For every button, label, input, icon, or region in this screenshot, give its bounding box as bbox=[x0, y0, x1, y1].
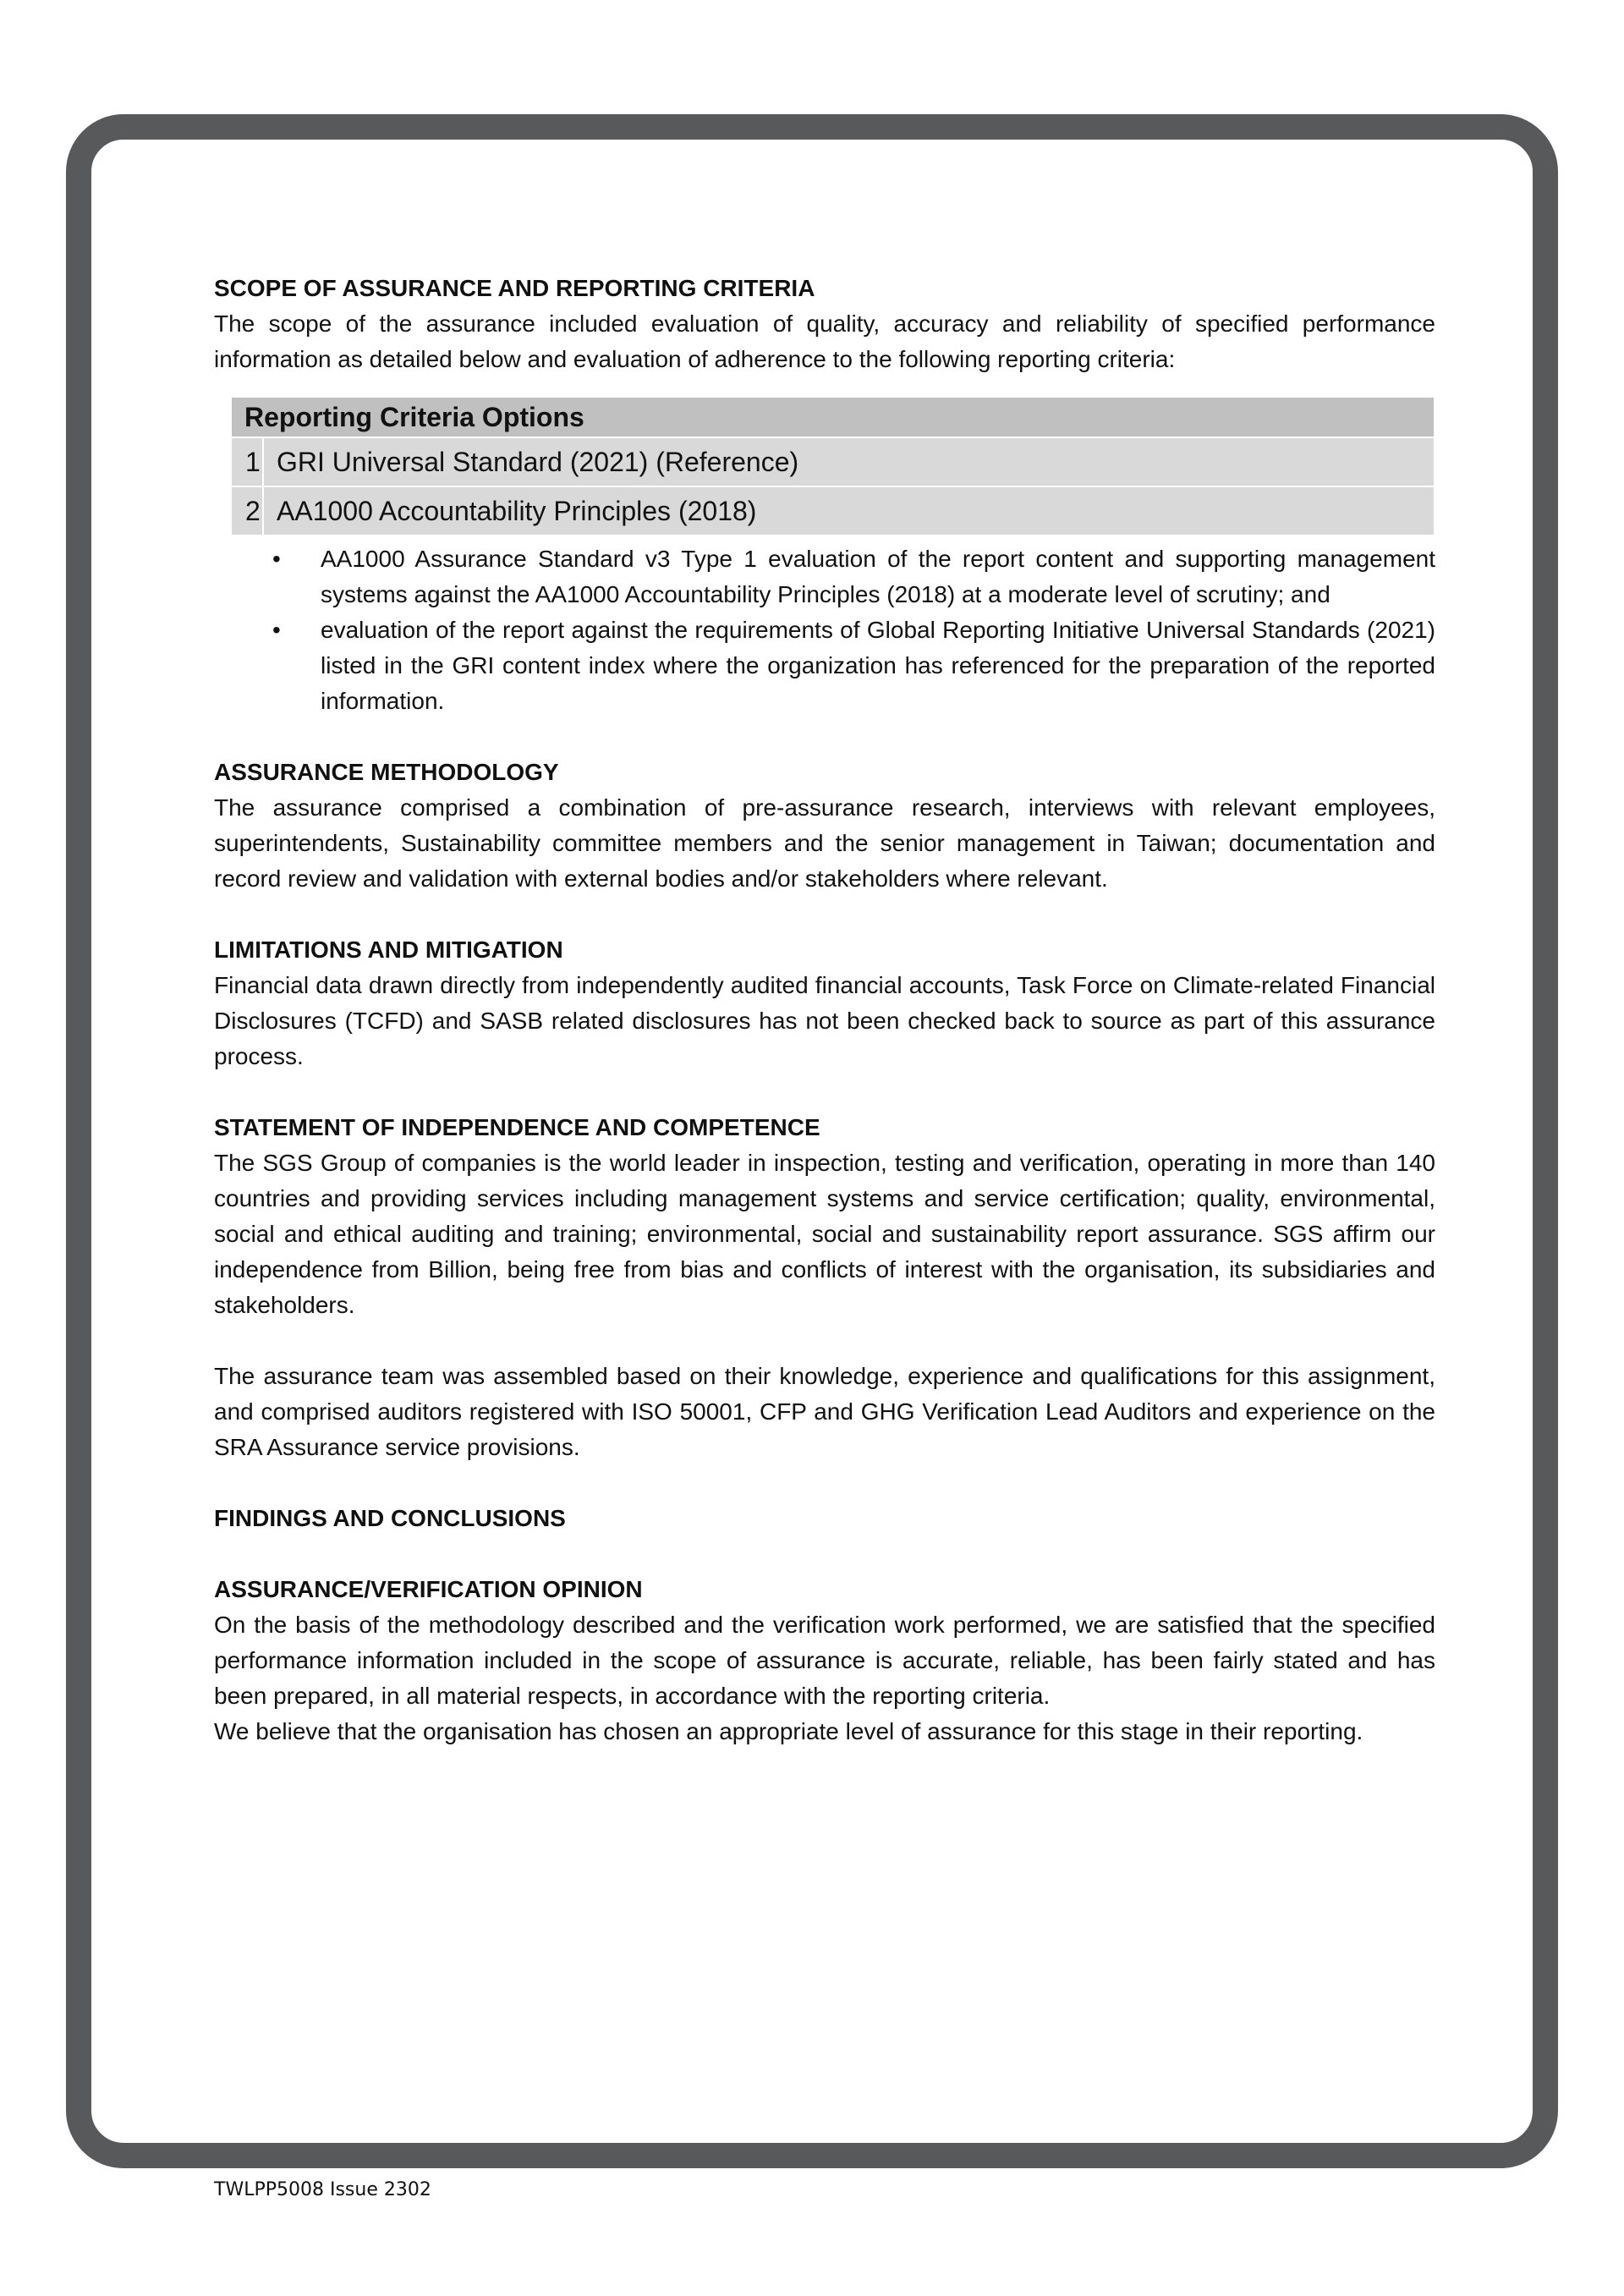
table-row bbox=[231, 437, 1435, 486]
row-number: 1 bbox=[231, 437, 263, 486]
row-label: GRI Universal Standard (2021) (Reference) bbox=[263, 437, 1435, 486]
bullet-icon: • bbox=[272, 617, 281, 643]
opinion-text-1: On the basis of the methodology described and the verification work performed, we are satisfied that the specified performance information included in the scope of assurance is accurate, reliable, has been fairly stated and has been prepared, in all material respects, in accordance with the reporting criteria. bbox=[214, 1612, 1435, 1709]
document-body bbox=[214, 271, 1435, 1749]
findings-heading: FINDINGS AND CONCLUSIONS bbox=[214, 1505, 566, 1531]
list-item-text: evaluation of the report against the requirements of Global Reporting Initiative Universal Standards (2021) listed in the GRI content index where the organization has referenced for the preparation of the reported information. bbox=[321, 617, 1435, 714]
footer-code: TWLPP5008 Issue 2302 bbox=[214, 2179, 431, 2200]
list-item bbox=[272, 541, 1435, 612]
list-item-text: AA1000 Assurance Standard v3 Type 1 evaluation of the report content and supporting management systems against the AA1000 Accountability Principles (2018) at a moderate level of scrutiny; and bbox=[321, 546, 1435, 607]
independence-text-2: The assurance team was assembled based on their knowledge, experience and qualifications for this assignment, and comprised auditors registered with ISO 50001, CFP and GHG Verification Lead Auditors and experience on the SRA Assurance service provisions. bbox=[214, 1363, 1435, 1460]
independence-heading: STATEMENT OF INDEPENDENCE AND COMPETENCE bbox=[214, 1114, 820, 1140]
scope-heading: SCOPE OF ASSURANCE AND REPORTING CRITERIA bbox=[214, 275, 815, 301]
independence-text-1: The SGS Group of companies is the world leader in inspection, testing and verification, operating in more than 140 countries and providing services including management systems and service certification; quality, environmental, social and ethical auditing and training; environmental, social and sustainability report assurance. SGS affirm our independence from Billion, being free from bias and conflicts of interest with the organisation, its subsidiaries and stakeholders. bbox=[214, 1150, 1435, 1318]
opinion-heading: ASSURANCE/VERIFICATION OPINION bbox=[214, 1576, 643, 1602]
limitations-heading: LIMITATIONS AND MITIGATION bbox=[214, 937, 563, 963]
bullet-icon: • bbox=[272, 546, 281, 572]
table-row bbox=[231, 486, 1435, 536]
methodology-text: The assurance comprised a combination of pre-assurance research, interviews with relevant employees, superintendents, Sustainability committee members and the senior management in Taiwan; documentation and record review and validation with external bodies and/or stakeholders where relevant. bbox=[214, 794, 1435, 892]
opinion-text-2: We believe that the organisation has chosen an appropriate level of assurance for this stage in their reporting. bbox=[214, 1718, 1363, 1744]
reporting-criteria-table bbox=[230, 396, 1435, 536]
table-header: Reporting Criteria Options bbox=[231, 397, 1435, 437]
scope-bullet-list bbox=[214, 541, 1435, 719]
row-number: 2 bbox=[231, 486, 263, 536]
methodology-heading: ASSURANCE METHODOLOGY bbox=[214, 759, 559, 785]
row-label: AA1000 Accountability Principles (2018) bbox=[263, 486, 1435, 536]
scope-intro: The scope of the assurance included evaluation of quality, accuracy and reliability of specified performance information as detailed below and evaluation of adherence to the following reporting criteria: bbox=[214, 310, 1435, 372]
limitations-text: Financial data drawn directly from independently audited financial accounts, Task Force on Climate-related Financial Disclosures (TCFD) and SASB related disclosures has not been checked back to source as part of this assurance process. bbox=[214, 972, 1435, 1069]
list-item bbox=[272, 612, 1435, 719]
